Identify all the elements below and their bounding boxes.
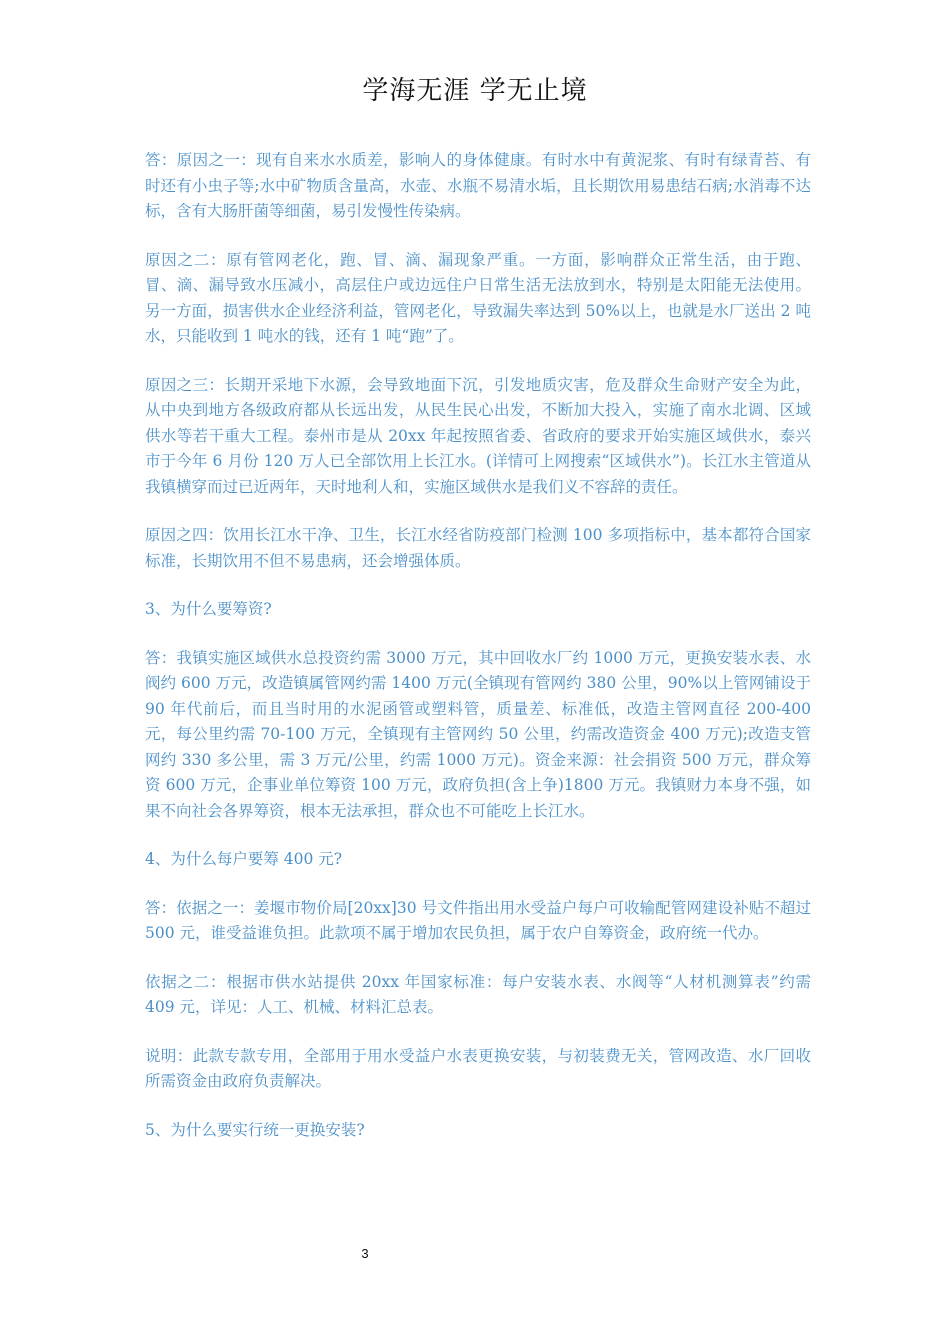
page-header-title: 学海无涯 学无止境 bbox=[362, 76, 588, 106]
question-4-heading: 4、为什么每户要筹 400 元? bbox=[145, 850, 343, 868]
answer-3-paragraph: 答：我镇实施区域供水总投资约需 3000 万元，其中回收水厂约 1000 万元，更换安装水表、水阀约 600 万元，改造镇属管网约需 1400 万元(全镇现有管网约 380 公里，90%以上管网铺设于 90 年代前后，而且当时用的水泥函管或塑料管，质量差、标准低，改造主管网直径 200-400 元，每公里约需 70-100 万元，全镇现有主管网约 50 公里，约需改造资金 400 万元);改造支管网约 330 多公里，需 3 万元/公里，约需 1000 万元)。资金来源：社会捐资 500 万元，群众筹资 600 万元，企事业单位筹资 100 万元，政府负担(含上争)1800 万元。我镇财力本身不强，如果不向社会各界筹资，根本无法承担，群众也不可能吃上长江水。 bbox=[145, 648, 811, 820]
answer-4-basis-1: 答：依据之一：姜堰市物价局[20xx]30 号文件指出用水受益户每户可收输配管网建设补贴不超过 500 元，谁受益谁负担。此款项不属于增加农民负担，属于农户自筹资金，政府统一代办。 bbox=[145, 898, 811, 942]
paragraph-reason-3: 原因之三：长期开采地下水源，会导致地面下沉，引发地质灾害，危及群众生命财产安全为此，从中央到地方各级政府都从长远出发，从民生民心出发，不断加大投入，实施了南水北调、区域供水等若干重大工程。泰州市是从 20xx 年起按照省委、省政府的要求开始实施区域供水，泰兴市于今年 6 月份 120 万人已全部饮用上长江水。(详情可上网搜索“区域供水”)。长江水主管道从我镇横穿而过已近两年，天时地利人和，实施区域供水是我们义不容辞的责任。 bbox=[145, 375, 811, 496]
paragraph-reason-1: 答：原因之一：现有自来水水质差，影响人的身体健康。有时水中有黄泥浆、有时有绿青苔、有时还有小虫子等;水中矿物质含量高，水壶、水瓶不易清水垢，且长期饮用易患结石病;水消毒不达标，含有大肠肝菌等细菌，易引发慢性传染病。 bbox=[145, 151, 811, 220]
note-paragraph: 说明：此款专款专用，全部用于用水受益户水表更换安装，与初装费无关，管网改造、水厂回收所需资金由政府负责解决。 bbox=[145, 1046, 811, 1090]
question-3-heading: 3、为什么要筹资? bbox=[145, 600, 272, 618]
question-5-heading: 5、为什么要实行统一更换安装? bbox=[145, 1120, 365, 1139]
page-number: 3 bbox=[361, 1246, 369, 1261]
paragraph-reason-4: 原因之四：饮用长江水干净、卫生，长江水经省防疫部门检测 100 多项指标中，基本都符合国家标准，长期饮用不但不易患病，还会增强体质。 bbox=[145, 526, 811, 570]
paragraph-reason-2: 原因之二：原有管网老化，跑、冒、滴、漏现象严重。一方面，影响群众正常生活，由于跑、冒、滴、漏导致水压减小，高层住户或边远住户日常生活无法放到水，特别是太阳能无法使用。另一方面，损害供水企业经济利益，管网老化，导致漏失率达到 50%以上，也就是水厂送出 2 吨水，只能收到 1 吨水的钱，还有 1 吨“跑”了。 bbox=[145, 250, 811, 345]
answer-4-basis-2: 依据之二：根据市供水站提供 20xx 年国家标准：每户安装水表、水阀等“人材机测算表”约需 409 元，详见：人工、机械、材料汇总表。 bbox=[145, 972, 811, 1016]
document-body bbox=[145, 148, 811, 1166]
